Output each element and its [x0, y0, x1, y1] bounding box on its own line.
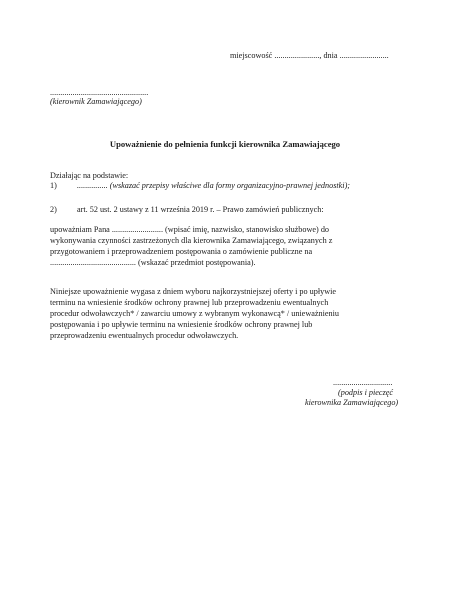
signature-caption-line2: kierownika Zamawiającego) — [305, 398, 399, 407]
expiry-line1: Niniejsze upoważnienie wygasa z dniem wyboru najkorzystniejszej oferty i po upływie — [50, 287, 337, 296]
signature-dots: ............................. — [333, 378, 393, 387]
basis-intro: Działając na podstawie: — [50, 171, 129, 180]
document-title: Upoważnienie do pełnienia funkcji kierownika Zamawiającego — [109, 139, 341, 149]
authorization-line2: wykonywania czynności zastrzeżonych dla kierownika Zamawiającego, związanych z — [50, 236, 333, 245]
basis-item2-text: art. 52 ust. 2 ustawy z 11 września 2019 r. – Prawo zamówień publicznych: — [77, 205, 324, 214]
expiry-line3: procedur odwoławczych* / zawarciu umowy z wybranym wykonawcą* / unieważnieniu — [50, 309, 339, 318]
signature-caption-line1: (podpis i pieczęć — [338, 388, 394, 397]
expiry-line5: przeprowadzeniu ewentualnych procedur odwoławczych. — [50, 331, 239, 340]
expiry-line4: postępowania i po upływie terminu na wniesienie środków ochrony prawnej lub — [50, 320, 313, 329]
head-caption: (kierownik Zamawiającego) — [50, 97, 142, 106]
place-date-line: miejscowość ......................, dnia ........................ — [230, 51, 389, 60]
basis-item1-text: ............... (wskazać przepisy właściwe dla formy organizacyjno-prawnej jednostki); — [77, 181, 351, 190]
basis-item1-number: 1) — [50, 181, 57, 190]
basis-item2-number: 2) — [50, 205, 57, 214]
expiry-line2: terminu na wniesienie środków ochrony prawnej lub przeprowadzeniu ewentualnych — [50, 298, 329, 307]
authorization-line1: upoważniam Pana ......................... (wpisać imię, nazwisko, stanowisko służbowe) do — [50, 225, 330, 234]
signature-dots-top: ................................................ — [50, 88, 149, 97]
authorization-line3: przygotowaniem i przeprowadzeniem postępowania o zamówienie publiczne na — [50, 247, 313, 256]
authorization-line4: .......................................... (wskazać przedmiot postępowania). — [50, 258, 256, 267]
